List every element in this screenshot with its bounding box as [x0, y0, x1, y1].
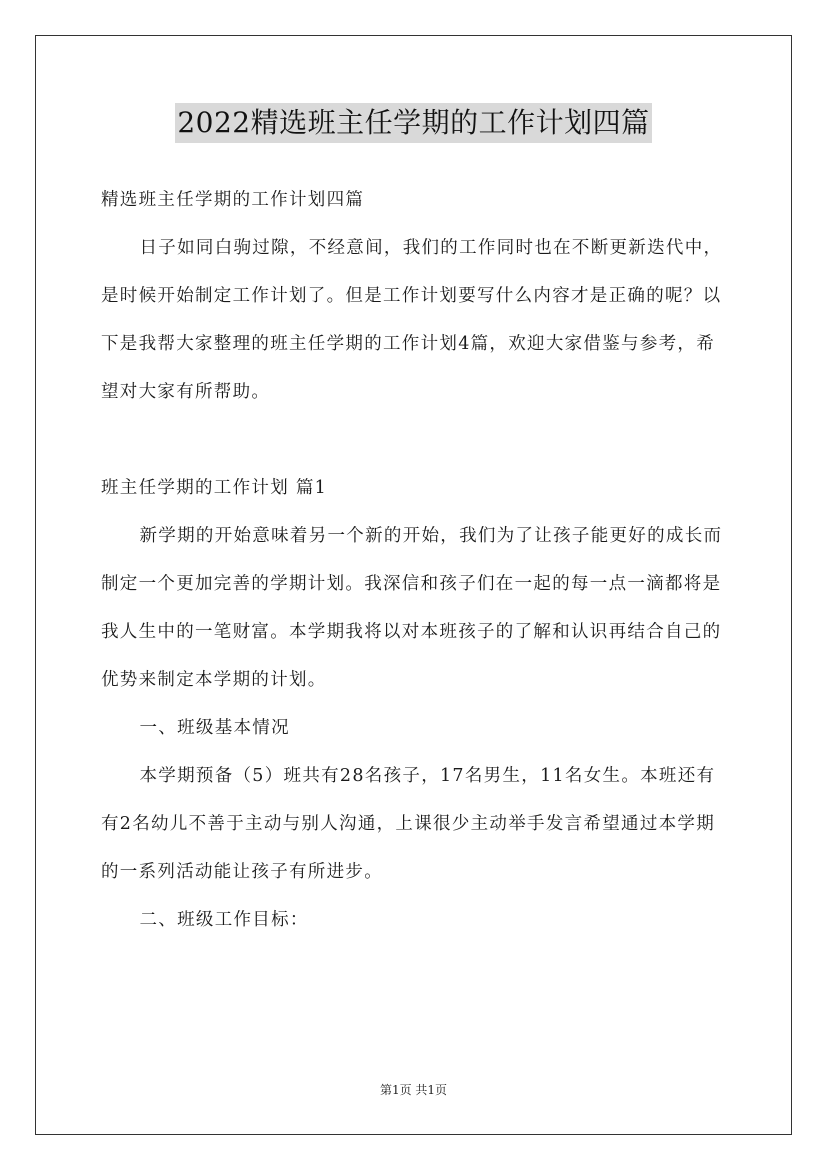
title-container [0, 103, 827, 143]
page-number: 第1页 共1页 [379, 1083, 448, 1097]
sub-heading-1: 一、班级基本情况 [139, 718, 290, 738]
paragraph-gap [101, 416, 726, 464]
subtitle: 精选班主任学期的工作计划四篇 [101, 190, 365, 210]
section-heading: 班主任学期的工作计划 篇1 [101, 478, 328, 498]
page-footer [0, 1082, 827, 1098]
body-paragraph-2: 本学期预备（5）班共有28名孩子，17名男生，11名女生。本班还有有2名幼儿不善于主动与别人沟通，上课很少主动举手发言希望通过本学期的一系列活动能让孩子有所进步。 [101, 766, 716, 882]
sub-heading-2: 二、班级工作目标： [139, 910, 309, 930]
document-body [101, 176, 726, 944]
body-paragraph-1: 新学期的开始意味着另一个新的开始，我们为了让孩子能更好的成长而制定一个更加完善的学期计划。我深信和孩子们在一起的每一点一滴都将是我人生中的一笔财富。本学期我将以对本班孩子的了解和认识再结合自己的优势来制定本学期的计划。 [101, 526, 723, 690]
intro-paragraph: 日子如同白驹过隙，不经意间，我们的工作同时也在不断更新迭代中，是时候开始制定工作计划了。但是工作计划要写什么内容才是正确的呢？以下是我帮大家整理的班主任学期的工作计划4篇，欢迎大家借鉴与参考，希望对大家有所帮助。 [101, 238, 723, 402]
document-title: 2022精选班主任学期的工作计划四篇 [175, 103, 651, 143]
